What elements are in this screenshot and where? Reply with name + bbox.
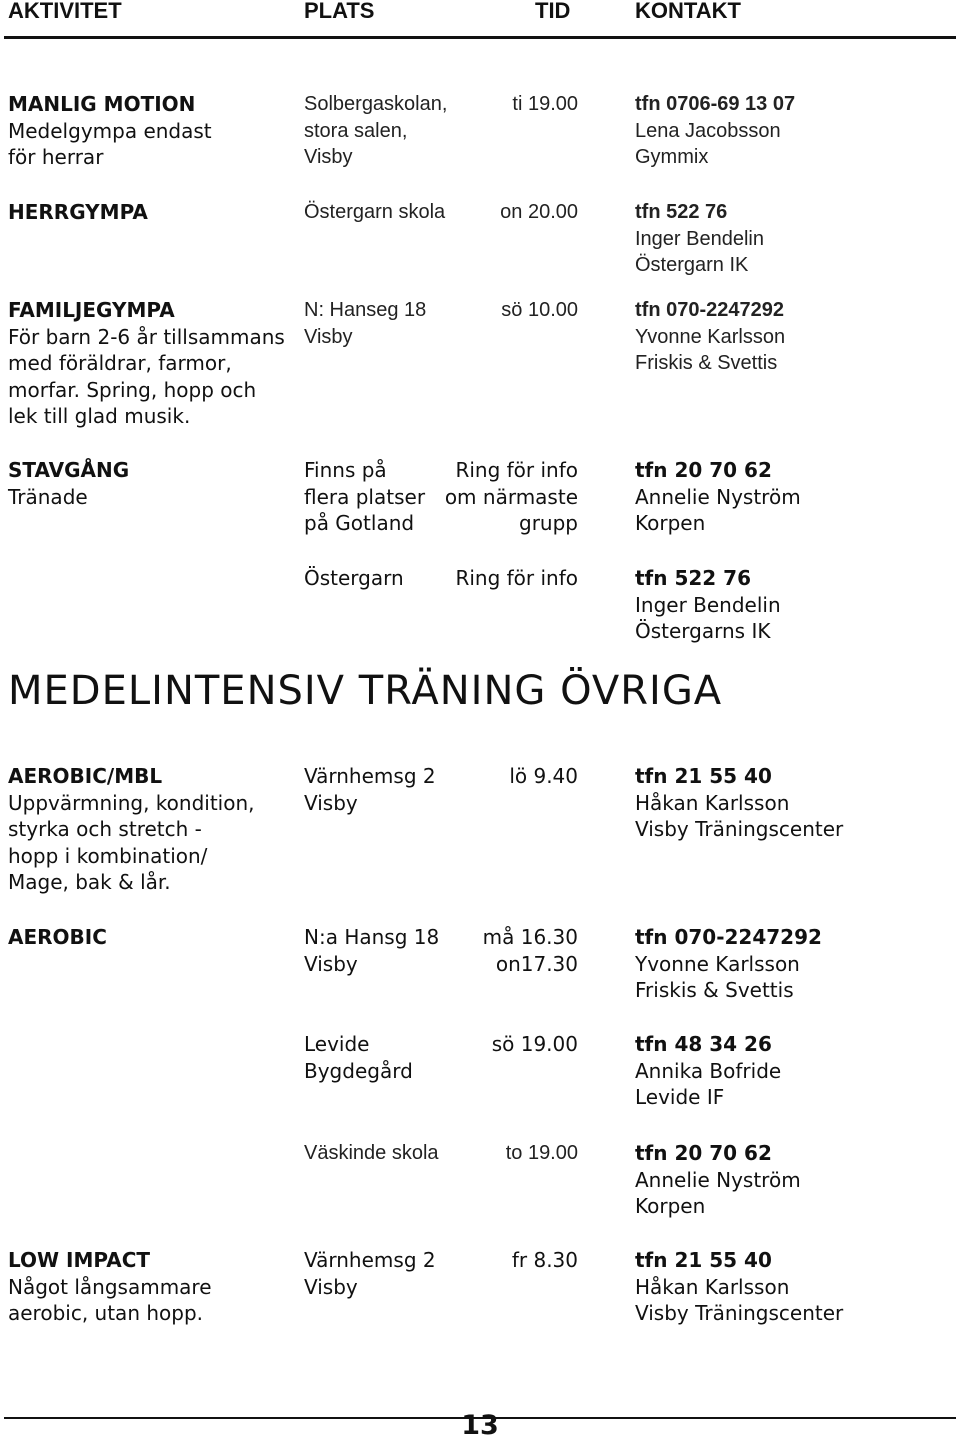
time-line: grupp [519, 511, 578, 535]
activity-title: LOW IMPACT [8, 1248, 151, 1272]
place-line: Levide [304, 1032, 370, 1056]
place-line: N: Hanseg 18 [304, 299, 427, 321]
activity-description: Något långsammare [8, 1274, 212, 1299]
contact-phone: tfn 522 76 [635, 201, 728, 223]
place-line: Solbergaskolan, [304, 93, 448, 115]
entry-aerobic-place [304, 924, 439, 977]
section-heading: MEDELINTENSIV TRÄNING ÖVRIGA [8, 668, 723, 714]
entry-stavgang-contact [635, 457, 801, 537]
place-line: Östergarn skola [304, 201, 446, 223]
entry-levide-contact [635, 1031, 781, 1111]
place-line: stora salen, [304, 119, 408, 142]
header-aktivitet: AKTIVITET [8, 0, 122, 23]
contact-phone: tfn 070-2247292 [635, 925, 822, 949]
header-tid: TID [535, 0, 571, 23]
entry-levide-place [304, 1031, 413, 1084]
activity-description: Tränade [8, 484, 88, 509]
contact-person: Lena Jacobsson [635, 119, 781, 142]
contact-person: Annika Bofride [635, 1058, 782, 1083]
entry-low-impact-contact [635, 1247, 843, 1327]
time-line: sö 10.00 [501, 299, 578, 321]
contact-organization: Gymmix [635, 146, 709, 168]
entry-stavgang-activity [8, 457, 129, 510]
activity-title: STAVGÅNG [8, 458, 130, 482]
place-line: N:a Hansg 18 [304, 925, 440, 949]
place-line: Värnhemsg 2 [304, 764, 436, 788]
activity-description: Uppvärmning, kondition, [8, 790, 255, 815]
contact-person: Annelie Nyström [635, 1167, 801, 1192]
header-divider [4, 36, 956, 39]
place-line: Bygdegård [304, 1058, 413, 1083]
entry-familjegympa-activity [8, 297, 285, 430]
place-line: Finns på [304, 458, 387, 482]
contact-person: Annelie Nyström [635, 484, 801, 509]
entry-vaskinde-place [304, 1140, 439, 1167]
activity-title: AEROBIC/MBL [8, 764, 163, 788]
contact-phone: tfn 0706-69 13 07 [635, 93, 796, 115]
time-line: ti 19.00 [512, 93, 578, 115]
contact-organization: Friskis & Svettis [635, 352, 778, 374]
place-line: flera platser [304, 484, 426, 509]
activity-title: MANLIG MOTION [8, 92, 196, 116]
time-line: on 20.00 [500, 201, 578, 223]
contact-organization: Visby Träningscenter [635, 817, 844, 841]
entry-vaskinde-contact [635, 1140, 801, 1220]
place-line: Visby [304, 325, 353, 348]
contact-person: Inger Bendelin [635, 227, 764, 250]
page-number: 13 [461, 1410, 499, 1441]
place-line: på Gotland [304, 511, 415, 535]
activity-description: med föräldrar, farmor, [8, 351, 232, 375]
activity-description: hopp i kombination/ [8, 843, 208, 868]
activity-title: FAMILJEGYMPA [8, 298, 175, 322]
entry-herrgympa-activity [8, 199, 148, 226]
entry-herrgympa-contact [635, 199, 764, 279]
contact-person: Håkan Karlsson [635, 1274, 790, 1299]
place-line: Visby [304, 146, 353, 168]
entry-familjegympa-contact [635, 297, 785, 377]
entry-manlig-motion-activity [8, 91, 212, 171]
entry-aerobic-mbl-activity [8, 763, 255, 896]
activity-description: aerobic, utan hopp. [8, 1301, 204, 1325]
entry-aerobic-activity [8, 924, 107, 951]
place-line: Värnhemsg 2 [304, 1248, 436, 1272]
contact-phone: tfn 070-2247292 [635, 299, 784, 321]
table-header [0, 0, 960, 26]
entry-ostergarn-contact [635, 565, 781, 645]
time-line: fr 8.30 [511, 1248, 578, 1272]
entry-familjegympa-place [304, 297, 426, 350]
activity-description: Mage, bak & lår. [8, 870, 171, 894]
contact-phone: tfn 20 70 62 [635, 1141, 772, 1165]
time-line: om närmaste [444, 484, 578, 509]
time-line: on17.30 [495, 951, 578, 976]
contact-phone: tfn 21 55 40 [635, 1248, 772, 1272]
contact-person: Håkan Karlsson [635, 790, 790, 815]
time-line: sö 19.00 [491, 1032, 578, 1056]
contact-organization: Korpen [635, 1194, 706, 1218]
contact-phone: tfn 21 55 40 [635, 764, 772, 788]
entry-low-impact-place [304, 1247, 436, 1300]
activity-title: HERRGYMPA [8, 200, 148, 224]
contact-phone: tfn 522 76 [635, 566, 752, 590]
activity-description: lek till glad musik. [8, 404, 191, 428]
place-line: Visby [304, 1274, 358, 1299]
time-line: Ring för info [455, 458, 578, 482]
contact-person: Inger Bendelin [635, 592, 781, 617]
time-line: lö 9.40 [509, 764, 578, 788]
contact-phone: tfn 20 70 62 [635, 458, 772, 482]
entry-aerobic-contact [635, 924, 822, 1004]
contact-person: Yvonne Karlsson [635, 325, 786, 348]
entry-aerobic-mbl-place [304, 763, 436, 816]
activity-description: morfar. Spring, hopp och [8, 377, 257, 402]
place-line: Visby [304, 951, 358, 976]
time-line: må 16.30 [482, 925, 578, 949]
contact-organization: Friskis & Svettis [635, 978, 794, 1002]
contact-organization: Korpen [635, 511, 706, 535]
entry-stavgang-place [304, 457, 425, 537]
activity-description: för herrar [8, 145, 104, 169]
contact-organization: Visby Träningscenter [635, 1301, 844, 1325]
contact-organization: Östergarns IK [635, 619, 771, 643]
place-line: Östergarn [304, 566, 404, 590]
entry-aerobic-mbl-contact [635, 763, 843, 843]
contact-organization: Levide IF [635, 1085, 725, 1109]
time-line: Ring för info [455, 566, 578, 590]
contact-phone: tfn 48 34 26 [635, 1032, 772, 1056]
activity-description: Medelgympa endast [8, 118, 212, 143]
entry-herrgympa-place [304, 199, 445, 226]
entry-manlig-motion-place [304, 91, 447, 171]
activity-description: styrka och stretch - [8, 817, 202, 841]
contact-person: Yvonne Karlsson [635, 951, 800, 976]
entry-low-impact-activity [8, 1247, 212, 1327]
place-line: Visby [304, 790, 358, 815]
activity-title: AEROBIC [8, 925, 107, 949]
header-plats: PLATS [304, 0, 375, 23]
place-line: Väskinde skola [304, 1142, 439, 1164]
time-line: to 19.00 [505, 1142, 578, 1164]
header-kontakt: KONTAKT [635, 0, 741, 23]
activity-description: För barn 2-6 år tillsammans [8, 324, 285, 349]
entry-ostergarn-place [304, 565, 404, 592]
entry-manlig-motion-contact [635, 91, 795, 171]
contact-organization: Östergarn IK [635, 254, 749, 276]
